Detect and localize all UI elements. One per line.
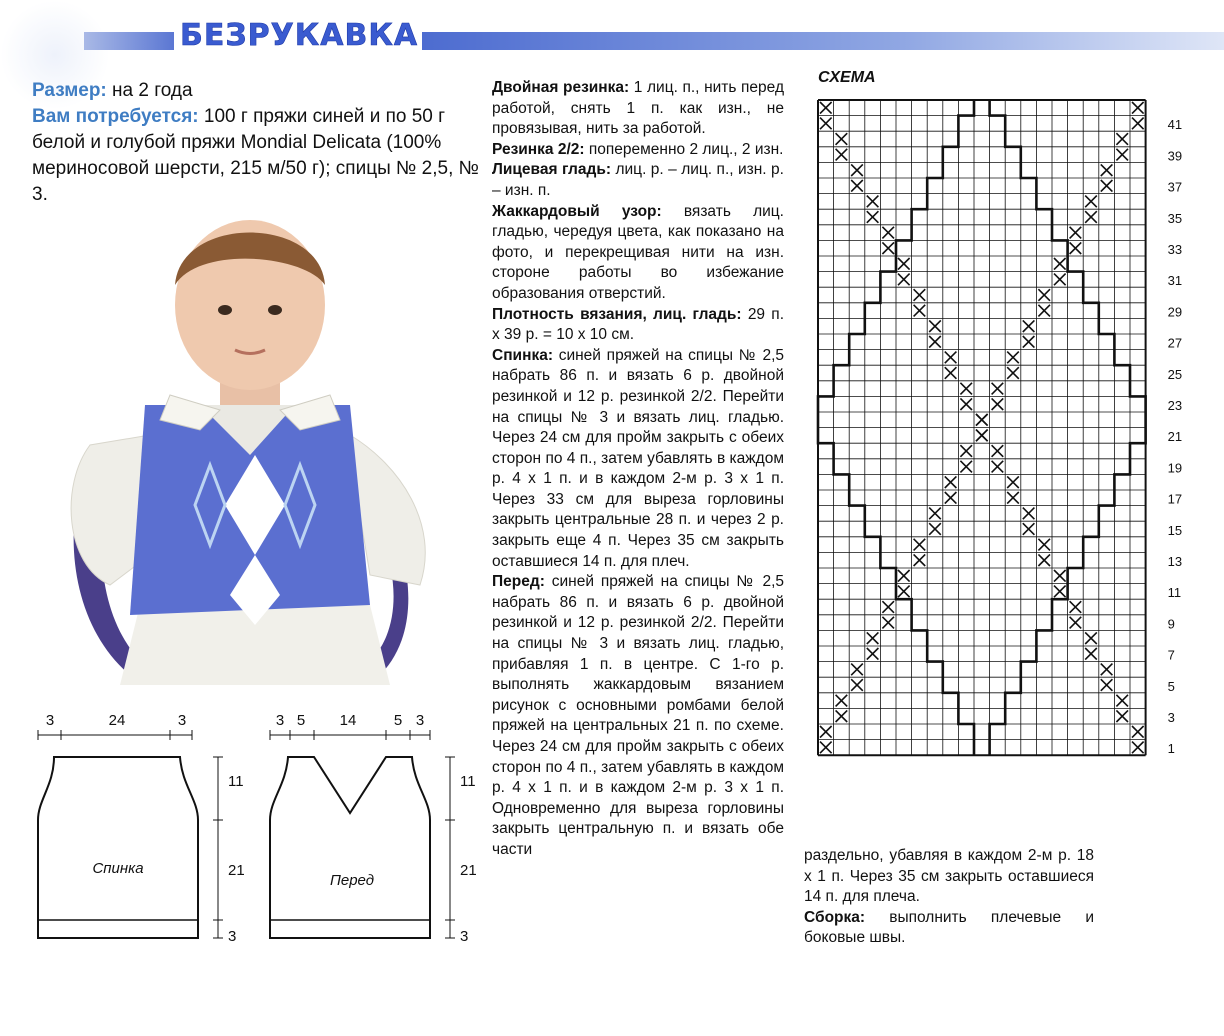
back-label: Спинка xyxy=(92,860,144,877)
header-bar-left xyxy=(84,32,174,50)
back-dim-3: 3 xyxy=(177,712,187,729)
instruction-text: попеременно 2 лиц., 2 изн. xyxy=(588,140,784,158)
front-side-dim-1: 11 xyxy=(460,773,476,790)
instruction-label: Лицевая гладь: xyxy=(492,161,612,179)
assembly-paragraph xyxy=(804,908,1094,949)
front-label: Перед xyxy=(329,872,375,889)
front-dim-5: 3 xyxy=(415,712,425,729)
instruction-paragraph xyxy=(492,160,784,201)
row-number: 3 xyxy=(1167,710,1175,725)
instruction-paragraph xyxy=(492,202,784,305)
front-side-dim-2: 21 xyxy=(460,862,477,879)
row-number: 39 xyxy=(1167,148,1183,164)
chart-title: СХЕМА xyxy=(818,69,876,86)
size-value: на 2 года xyxy=(112,80,193,101)
chart-grid xyxy=(818,100,1146,755)
row-number: 41 xyxy=(1167,117,1183,133)
assembly-label: Сборка: xyxy=(804,908,866,926)
row-number: 5 xyxy=(1167,678,1175,694)
row-number: 19 xyxy=(1167,460,1183,476)
continuation-column xyxy=(804,846,1094,949)
instruction-label: Спинка: xyxy=(492,346,553,364)
continuation-text: раздельно, убавляя в каждом 2-м р. 18 х 1 п. Через 35 см закрыть оставшиеся 14 п. для плеча. xyxy=(804,847,1094,906)
back-side-dim-3: 3 xyxy=(228,928,237,945)
row-number: 21 xyxy=(1167,429,1183,445)
chart-row-numbers xyxy=(1168,117,1182,756)
materials-line xyxy=(32,104,482,208)
materials-text: 100 г пряжи синей и по 50 г белой и голубой пряжи Mondial Delicata (100% мериносовой шерсти, 215 м/50 г); спицы № 2,5, № 3. xyxy=(32,106,480,205)
requirements-block xyxy=(32,78,482,208)
back-dim-2: 24 xyxy=(108,712,126,729)
instruction-label: Жаккардовый узор: xyxy=(492,202,662,220)
row-number: 7 xyxy=(1167,647,1175,663)
header-bar-right xyxy=(422,32,1224,50)
front-dim-4: 5 xyxy=(393,712,403,729)
instruction-paragraph xyxy=(492,140,784,161)
row-number: 29 xyxy=(1167,304,1183,320)
front-dim-2: 5 xyxy=(296,712,306,729)
row-number: 25 xyxy=(1167,366,1183,382)
photo-child-in-vest xyxy=(50,205,450,695)
size-label: Размер: xyxy=(32,80,107,101)
row-number: 37 xyxy=(1167,179,1183,195)
instruction-label: Перед: xyxy=(492,573,545,591)
row-number: 17 xyxy=(1167,491,1183,507)
garment-schematics xyxy=(30,705,490,945)
materials-label: Вам потребуется: xyxy=(32,106,199,127)
row-number: 9 xyxy=(1167,616,1175,632)
assembly-text: выполнить плечевые и боковые швы. xyxy=(804,908,1094,947)
instruction-text: синей пряжей на спицы № 2,5 набрать 86 п. и вязать 6 р. двойной резинкой и 12 р. резинкой 2/2. Перейти на спицы № 3 и вязать лиц. гладью, прибавляя 1 п. в центре. С 1-го р. выполнять жаккардовым вязанием рисунок с основными ромбами белой пряжей на центральных 21 п. по схеме. Через 24 см для пройм закрыть с обеих сторон по 4 п., затем убавлять в каждом р. 4 х 1 п. и в каждом 2-м р. 3 х 1 п. Одновременно для выреза горловины закрыть центральную п. и вязать обе части xyxy=(492,573,784,858)
row-number: 13 xyxy=(1167,554,1183,569)
instruction-paragraph xyxy=(492,572,784,860)
front-dim-1: 3 xyxy=(275,712,285,729)
instruction-paragraph xyxy=(492,305,784,346)
row-number: 33 xyxy=(1167,242,1183,257)
row-number: 35 xyxy=(1167,210,1183,226)
instruction-paragraph xyxy=(492,78,784,140)
instruction-paragraph xyxy=(492,346,784,573)
size-line xyxy=(32,78,482,104)
row-number: 27 xyxy=(1167,335,1183,351)
row-number: 31 xyxy=(1167,273,1183,289)
instruction-label: Двойная резинка: xyxy=(492,79,630,96)
back-side-dim-2: 21 xyxy=(228,862,245,879)
front-dim-3: 14 xyxy=(339,712,357,729)
instruction-text: 1 лиц. п., нить перед работой, снять 1 п. как изн., не провязывая, нить за работой. xyxy=(492,79,785,138)
instruction-text: лиц. р. – лиц. п., изн. р. – изн. п. xyxy=(492,161,784,199)
row-number: 11 xyxy=(1167,585,1182,601)
instruction-text: вязать лиц. гладью, чередуя цвета, как показано на фото, и перекрещивая нити на изн. стороне работы во избежание образования отверстий. xyxy=(492,202,784,302)
instruction-text: 29 п. х 39 р. = 10 х 10 см. xyxy=(492,305,784,344)
row-number: 1 xyxy=(1167,741,1175,757)
knitting-chart xyxy=(800,88,1210,778)
page-title: БЕЗРУКАВКА xyxy=(180,18,419,53)
front-side-dim-3: 3 xyxy=(460,928,469,945)
instruction-label: Резинка 2/2: xyxy=(492,140,585,158)
back-side-dim-1: 11 xyxy=(228,773,244,790)
instructions-column xyxy=(492,78,784,861)
back-dim-1: 3 xyxy=(45,712,55,729)
row-number: 23 xyxy=(1167,398,1183,413)
instruction-label: Плотность вязания, лиц. гладь: xyxy=(492,305,742,323)
row-number: 15 xyxy=(1167,522,1183,538)
instruction-text: синей пряжей на спицы № 2,5 набрать 86 п. и вязать 6 р. двойной резинкой и 12 р. резинкой 2/2. Перейти на спицы № 3 и вязать лиц. гладью. Через 24 см для пройм закрыть с обеих сторон по 4 п., затем убавлять в каждом р. 4 х 1 п. и в каждом 2-м р. 3 х 1 п. Через 33 см для выреза горловины закрыть центральные 28 п. и через 2 р. закрыть еще 4 п. Через 35 см закрыть оставшиеся 14 п. для плеч. xyxy=(492,346,784,570)
